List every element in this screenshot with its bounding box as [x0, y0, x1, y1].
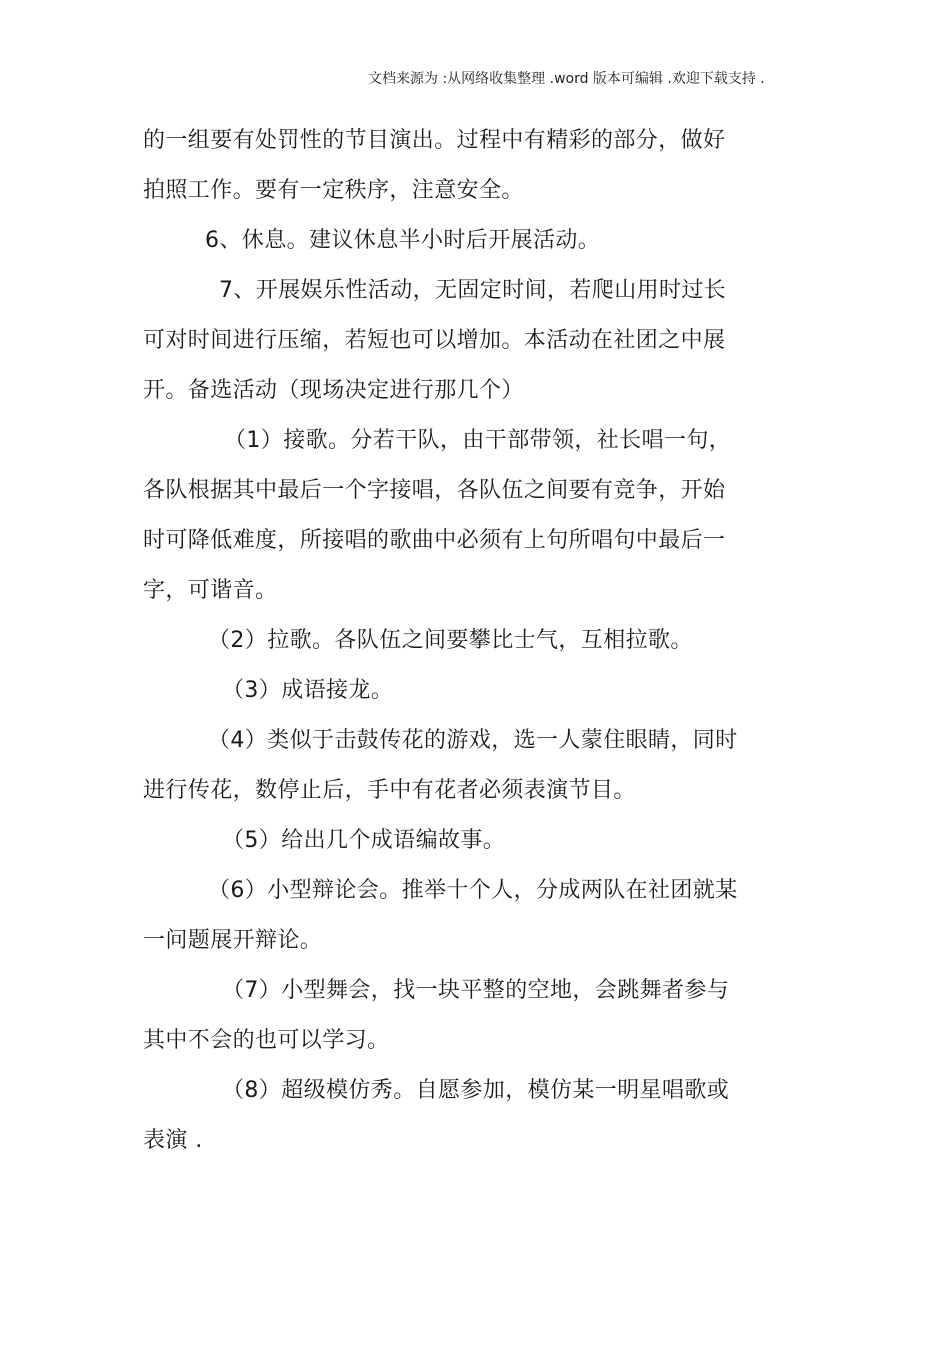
text-line: 6、休息。建议休息半小时后开展活动。: [205, 228, 601, 253]
text-line: （3）成语接龙。: [222, 678, 394, 703]
text-line: （8）超级模仿秀。自愿参加，模仿某一明星唱歌或: [222, 1078, 730, 1103]
text-line: （7）小型舞会，找一块平整的空地，会跳舞者参与: [222, 978, 730, 1003]
text-line: 其中不会的也可以学习。: [143, 1028, 390, 1053]
text-line: （5）给出几个成语编故事。: [222, 828, 506, 853]
text-line: 各队根据其中最后一个字接唱，各队伍之间要有竞争，开始: [143, 478, 726, 503]
text-line: 拍照工作。要有一定秩序，注意安全。: [143, 178, 524, 203]
text-line: 可对时间进行压缩，若短也可以增加。本活动在社团之中展: [143, 328, 726, 353]
text-line: 开。备选活动（现场决定进行那几个）: [143, 378, 524, 403]
page-header: 文档来源为 :从网络收集整理 .word 版本可编辑 .欢迎下载支持 .: [368, 71, 765, 87]
text-line: 表演 .: [143, 1128, 203, 1153]
text-line: （2）拉歌。各队伍之间要攀比士气，互相拉歌。: [208, 628, 693, 653]
text-line: 时可降低难度，所接唱的歌曲中必须有上句所唱句中最后一: [143, 528, 726, 553]
text-line: 一问题展开辩论。: [143, 928, 323, 953]
text-line: （6）小型辩论会。推举十个人，分成两队在社团就某: [208, 878, 738, 903]
text-line: （4）类似于击鼓传花的游戏，选一人蒙住眼睛，同时: [208, 728, 738, 753]
text-line: 字，可谐音。: [143, 578, 278, 603]
text-line: 的一组要有处罚性的节目演出。过程中有精彩的部分，做好: [143, 128, 726, 153]
text-line: 进行传花，数停止后，手中有花者必须表演节目。: [143, 778, 636, 803]
text-line: （1）接歌。分若干队，由干部带领，社长唱一句，: [224, 428, 732, 453]
text-line: 7、开展娱乐性活动，无固定时间，若爬山用时过长: [219, 278, 727, 303]
